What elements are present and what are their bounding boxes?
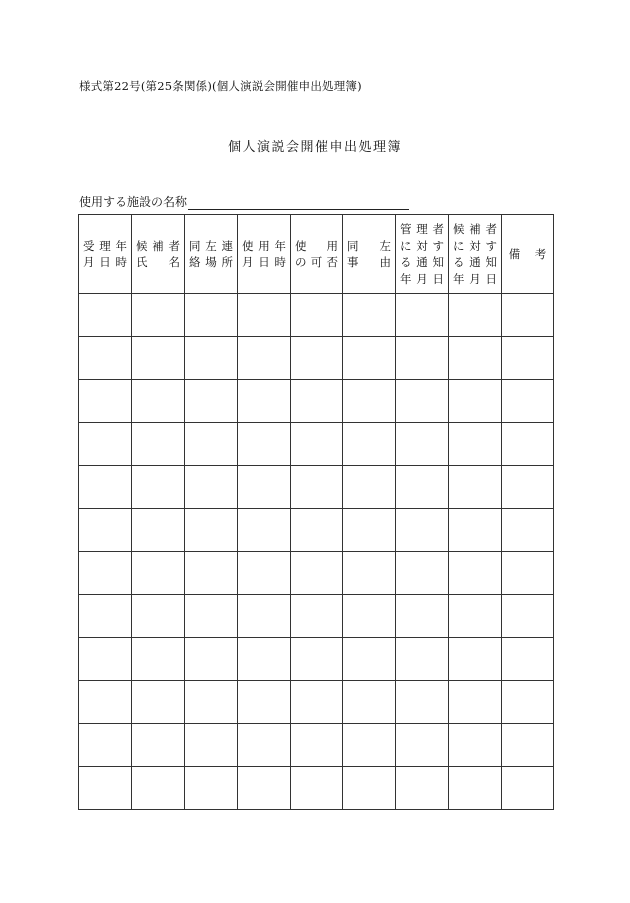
cell-use-approval[interactable] bbox=[291, 509, 343, 552]
table-row bbox=[79, 337, 554, 380]
column-header-line: 月 日 時 bbox=[83, 255, 127, 269]
cell-contact-address[interactable] bbox=[185, 509, 238, 552]
cell-use-approval[interactable] bbox=[291, 681, 343, 724]
cell-manager-notice-date[interactable] bbox=[396, 380, 449, 423]
cell-candidate-name[interactable] bbox=[132, 294, 185, 337]
cell-receipt-datetime[interactable] bbox=[79, 380, 132, 423]
column-header-line: 同 左 bbox=[347, 238, 391, 253]
form-reference: 様式第22号(第25条関係)(個人演説会開催申出処理簿) bbox=[79, 79, 362, 93]
table-row bbox=[79, 380, 554, 423]
cell-candidate-name[interactable] bbox=[132, 595, 185, 638]
cell-candidate-notice-date[interactable] bbox=[449, 552, 502, 595]
cell-manager-notice-date[interactable] bbox=[396, 294, 449, 337]
cell-reason[interactable] bbox=[343, 380, 396, 423]
cell-remarks[interactable] bbox=[502, 337, 554, 380]
cell-receipt-datetime[interactable] bbox=[79, 552, 132, 595]
cell-reason[interactable] bbox=[343, 466, 396, 509]
cell-contact-address[interactable] bbox=[185, 466, 238, 509]
cell-contact-address[interactable] bbox=[185, 595, 238, 638]
cell-use-approval[interactable] bbox=[291, 767, 343, 810]
cell-reason[interactable] bbox=[343, 724, 396, 767]
cell-use-datetime[interactable] bbox=[238, 423, 291, 466]
cell-use-approval[interactable] bbox=[291, 380, 343, 423]
table-row bbox=[79, 466, 554, 509]
column-header-manager-notice-date bbox=[396, 215, 449, 294]
cell-remarks[interactable] bbox=[502, 466, 554, 509]
column-header-line: 候 補 者 bbox=[136, 238, 180, 253]
cell-use-datetime[interactable] bbox=[238, 294, 291, 337]
cell-use-approval[interactable] bbox=[291, 423, 343, 466]
table-body bbox=[79, 294, 554, 810]
cell-receipt-datetime[interactable] bbox=[79, 595, 132, 638]
column-header-remarks bbox=[502, 215, 554, 294]
column-header-line: 事 由 bbox=[347, 255, 391, 269]
register-table bbox=[78, 214, 554, 810]
cell-candidate-notice-date[interactable] bbox=[449, 337, 502, 380]
table-row bbox=[79, 294, 554, 337]
cell-use-datetime[interactable] bbox=[238, 466, 291, 509]
cell-reason[interactable] bbox=[343, 595, 396, 638]
cell-remarks[interactable] bbox=[502, 509, 554, 552]
cell-use-approval[interactable] bbox=[291, 466, 343, 509]
cell-use-datetime[interactable] bbox=[238, 767, 291, 810]
cell-remarks[interactable] bbox=[502, 294, 554, 337]
table-row bbox=[79, 595, 554, 638]
cell-manager-notice-date[interactable] bbox=[396, 552, 449, 595]
cell-use-approval[interactable] bbox=[291, 294, 343, 337]
cell-use-datetime[interactable] bbox=[238, 681, 291, 724]
cell-candidate-notice-date[interactable] bbox=[449, 681, 502, 724]
cell-candidate-name[interactable] bbox=[132, 724, 185, 767]
column-header-line: 同 左 連 bbox=[189, 238, 233, 253]
column-header-line: 使 用 bbox=[295, 238, 338, 253]
cell-manager-notice-date[interactable] bbox=[396, 638, 449, 681]
column-header-line: 年 月 日 bbox=[453, 271, 497, 286]
column-header-contact-address bbox=[185, 215, 238, 294]
cell-receipt-datetime[interactable] bbox=[79, 337, 132, 380]
cell-receipt-datetime[interactable] bbox=[79, 509, 132, 552]
cell-manager-notice-date[interactable] bbox=[396, 724, 449, 767]
table-header-row bbox=[79, 215, 554, 294]
column-header-line: る 通 知 bbox=[400, 255, 444, 269]
cell-candidate-notice-date[interactable] bbox=[449, 724, 502, 767]
cell-reason[interactable] bbox=[343, 337, 396, 380]
cell-candidate-name[interactable] bbox=[132, 423, 185, 466]
cell-receipt-datetime[interactable] bbox=[79, 466, 132, 509]
cell-reason[interactable] bbox=[343, 638, 396, 681]
cell-receipt-datetime[interactable] bbox=[79, 767, 132, 810]
cell-candidate-name[interactable] bbox=[132, 466, 185, 509]
column-header-line: 候 補 者 bbox=[453, 222, 497, 236]
cell-candidate-name[interactable] bbox=[132, 638, 185, 681]
cell-candidate-name[interactable] bbox=[132, 552, 185, 595]
cell-manager-notice-date[interactable] bbox=[396, 509, 449, 552]
cell-use-approval[interactable] bbox=[291, 638, 343, 681]
cell-contact-address[interactable] bbox=[185, 767, 238, 810]
cell-remarks[interactable] bbox=[502, 552, 554, 595]
column-header-line: に 対 す bbox=[400, 238, 444, 253]
cell-use-approval[interactable] bbox=[291, 595, 343, 638]
column-header-line: 使 用 年 bbox=[242, 238, 286, 253]
column-header-line: 絡 場 所 bbox=[189, 255, 233, 269]
facility-name-blank[interactable] bbox=[188, 196, 409, 210]
table-row bbox=[79, 681, 554, 724]
facility-name-label: 使用する施設の名称 bbox=[79, 195, 188, 209]
cell-remarks[interactable] bbox=[502, 595, 554, 638]
cell-candidate-name[interactable] bbox=[132, 509, 185, 552]
cell-use-datetime[interactable] bbox=[238, 552, 291, 595]
column-header-line: 管 理 者 bbox=[400, 222, 444, 236]
cell-receipt-datetime[interactable] bbox=[79, 681, 132, 724]
column-header-line: 受 理 年 bbox=[83, 238, 127, 253]
cell-contact-address[interactable] bbox=[185, 337, 238, 380]
table-row bbox=[79, 638, 554, 681]
cell-reason[interactable] bbox=[343, 681, 396, 724]
cell-remarks[interactable] bbox=[502, 638, 554, 681]
cell-manager-notice-date[interactable] bbox=[396, 681, 449, 724]
column-header-line: に 対 す bbox=[453, 238, 497, 253]
cell-use-approval[interactable] bbox=[291, 337, 343, 380]
cell-manager-notice-date[interactable] bbox=[396, 423, 449, 466]
facility-name-field bbox=[79, 193, 409, 210]
column-header-use-datetime bbox=[238, 215, 291, 294]
cell-candidate-notice-date[interactable] bbox=[449, 380, 502, 423]
column-header-line: 月 日 時 bbox=[242, 255, 286, 269]
cell-candidate-notice-date[interactable] bbox=[449, 638, 502, 681]
cell-receipt-datetime[interactable] bbox=[79, 294, 132, 337]
cell-manager-notice-date[interactable] bbox=[396, 767, 449, 810]
cell-contact-address[interactable] bbox=[185, 423, 238, 466]
cell-use-datetime[interactable] bbox=[238, 509, 291, 552]
cell-use-approval[interactable] bbox=[291, 552, 343, 595]
cell-candidate-notice-date[interactable] bbox=[449, 423, 502, 466]
column-header-line: 氏 名 bbox=[136, 255, 180, 269]
table-row bbox=[79, 767, 554, 810]
cell-reason[interactable] bbox=[343, 552, 396, 595]
column-header-line: 備 考 bbox=[508, 246, 547, 261]
cell-contact-address[interactable] bbox=[185, 681, 238, 724]
cell-candidate-notice-date[interactable] bbox=[449, 294, 502, 337]
cell-remarks[interactable] bbox=[502, 380, 554, 423]
cell-candidate-notice-date[interactable] bbox=[449, 509, 502, 552]
column-header-reason bbox=[343, 215, 396, 294]
table-row bbox=[79, 423, 554, 466]
cell-contact-address[interactable] bbox=[185, 380, 238, 423]
cell-candidate-name[interactable] bbox=[132, 681, 185, 724]
table-row bbox=[79, 552, 554, 595]
column-header-line: る 通 知 bbox=[453, 255, 497, 269]
cell-contact-address[interactable] bbox=[185, 294, 238, 337]
cell-reason[interactable] bbox=[343, 294, 396, 337]
cell-candidate-notice-date[interactable] bbox=[449, 595, 502, 638]
cell-contact-address[interactable] bbox=[185, 638, 238, 681]
cell-candidate-name[interactable] bbox=[132, 337, 185, 380]
cell-receipt-datetime[interactable] bbox=[79, 638, 132, 681]
cell-use-datetime[interactable] bbox=[238, 380, 291, 423]
cell-reason[interactable] bbox=[343, 509, 396, 552]
cell-candidate-notice-date[interactable] bbox=[449, 466, 502, 509]
cell-candidate-notice-date[interactable] bbox=[449, 767, 502, 810]
column-header-receipt-datetime bbox=[79, 215, 132, 294]
cell-remarks[interactable] bbox=[502, 681, 554, 724]
document-title: 個人演説会開催申出処理簿 bbox=[227, 140, 402, 155]
cell-use-datetime[interactable] bbox=[238, 638, 291, 681]
cell-use-datetime[interactable] bbox=[238, 337, 291, 380]
cell-receipt-datetime[interactable] bbox=[79, 724, 132, 767]
cell-reason[interactable] bbox=[343, 767, 396, 810]
cell-use-approval[interactable] bbox=[291, 724, 343, 767]
cell-contact-address[interactable] bbox=[185, 724, 238, 767]
column-header-use-approval bbox=[291, 215, 343, 294]
cell-remarks[interactable] bbox=[502, 724, 554, 767]
column-header-candidate-notice-date bbox=[449, 215, 502, 294]
column-header-candidate-name bbox=[132, 215, 185, 294]
cell-remarks[interactable] bbox=[502, 767, 554, 810]
cell-manager-notice-date[interactable] bbox=[396, 595, 449, 638]
table-row bbox=[79, 724, 554, 767]
cell-receipt-datetime[interactable] bbox=[79, 423, 132, 466]
cell-remarks[interactable] bbox=[502, 423, 554, 466]
cell-use-datetime[interactable] bbox=[238, 724, 291, 767]
cell-manager-notice-date[interactable] bbox=[396, 337, 449, 380]
cell-manager-notice-date[interactable] bbox=[396, 466, 449, 509]
cell-reason[interactable] bbox=[343, 423, 396, 466]
column-header-line: の 可 否 bbox=[295, 255, 338, 269]
cell-contact-address[interactable] bbox=[185, 552, 238, 595]
table-row bbox=[79, 509, 554, 552]
cell-candidate-name[interactable] bbox=[132, 380, 185, 423]
column-header-line: 年 月 日 bbox=[400, 271, 444, 286]
cell-use-datetime[interactable] bbox=[238, 595, 291, 638]
cell-candidate-name[interactable] bbox=[132, 767, 185, 810]
